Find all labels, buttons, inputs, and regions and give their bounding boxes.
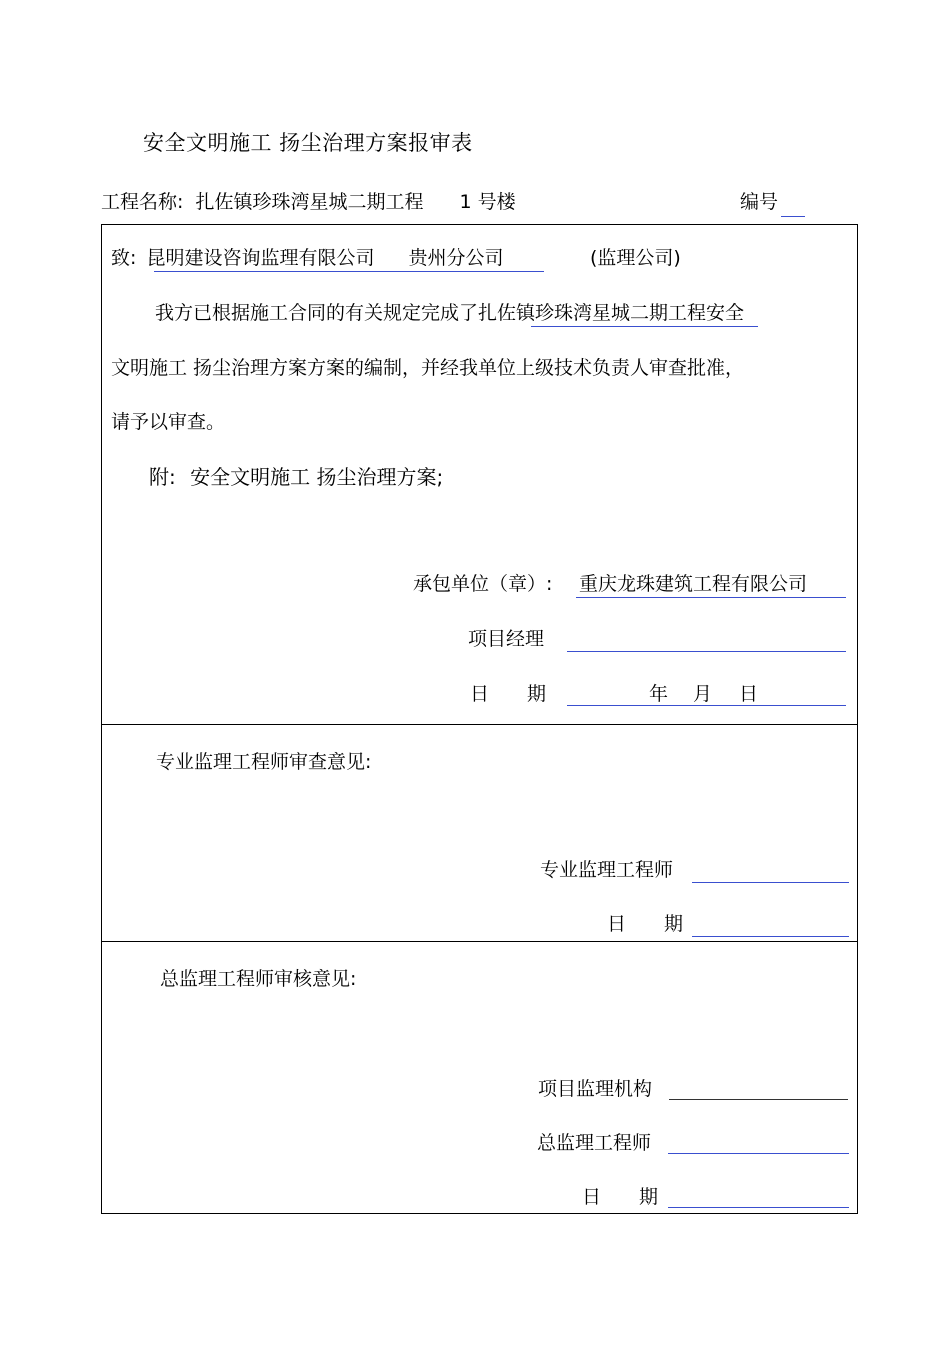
date-day: 日 (739, 683, 759, 705)
section3-date-field[interactable] (668, 1207, 849, 1208)
addressee-underline (154, 271, 544, 272)
addressee-suffix: (监理公司) (590, 247, 681, 269)
addressee-label: 致: (111, 247, 137, 269)
page-title: 安全文明施工 扬尘治理方案报审表 (143, 131, 473, 155)
body-line-1-prefix: 我方已根据施工合同的有关规定完成了扎 (155, 302, 498, 324)
engineer-label: 专业监理工程师 (540, 859, 674, 881)
date-month: 月 (693, 683, 713, 705)
section3-heading: 总监理工程师审核意见: (160, 968, 357, 990)
contractor-underline (576, 597, 846, 598)
section2-heading: 专业监理工程师审查意见: (156, 751, 372, 773)
addressee-branch: 贵州分公司 (408, 247, 504, 269)
addressee-company: 昆明建设咨询监理有限公司 (146, 247, 375, 269)
divider (101, 724, 858, 725)
date-year: 年 (649, 683, 669, 705)
form-number-label: 编号 (740, 191, 779, 213)
section2-date-label: 日 期 (607, 913, 684, 935)
project-name-value: 扎佐镇珍珠湾星城二期工程 (195, 191, 424, 213)
attachment-row (149, 467, 443, 487)
section2-date-field[interactable] (692, 936, 849, 937)
chief-engineer-field[interactable] (668, 1153, 849, 1154)
chief-engineer-label: 总监理工程师 (537, 1132, 652, 1154)
supervision-org-label: 项目监理机构 (538, 1078, 653, 1100)
project-underline (531, 326, 758, 327)
attachment-text: 安全文明施工 扬尘治理方案; (190, 465, 444, 489)
form-number-field[interactable] (781, 216, 805, 217)
project-name-row (101, 193, 516, 212)
contractor-label: 承包单位（章）: (413, 573, 553, 595)
project-manager-label: 项目经理 (468, 628, 545, 650)
section3-date-label: 日 期 (582, 1186, 659, 1208)
building-number: 1 号楼 (459, 191, 516, 213)
project-name-label: 工程名称: (101, 191, 184, 213)
section1-date-label: 日 期 (470, 683, 547, 705)
supervision-org-field[interactable] (669, 1099, 848, 1100)
addressee-row (111, 249, 504, 268)
body-line-2: 文明施工 扬尘治理方案方案的编制，并经我单位上级技术负责人审查批准， (111, 357, 745, 379)
body-line-3: 请予以审查。 (111, 411, 226, 433)
body-line-1-project: 佐镇珍珠湾星城二期工程 (497, 302, 707, 324)
project-manager-field[interactable] (567, 651, 846, 652)
body-line-1 (155, 304, 744, 323)
engineer-field[interactable] (692, 882, 849, 883)
body-line-1-suffix: 安全 (706, 302, 745, 324)
contractor-name: 重庆龙珠建筑工程有限公司 (579, 573, 808, 595)
divider (101, 941, 858, 942)
section1-date-field[interactable] (567, 705, 846, 706)
attachment-label: 附: (149, 465, 176, 489)
